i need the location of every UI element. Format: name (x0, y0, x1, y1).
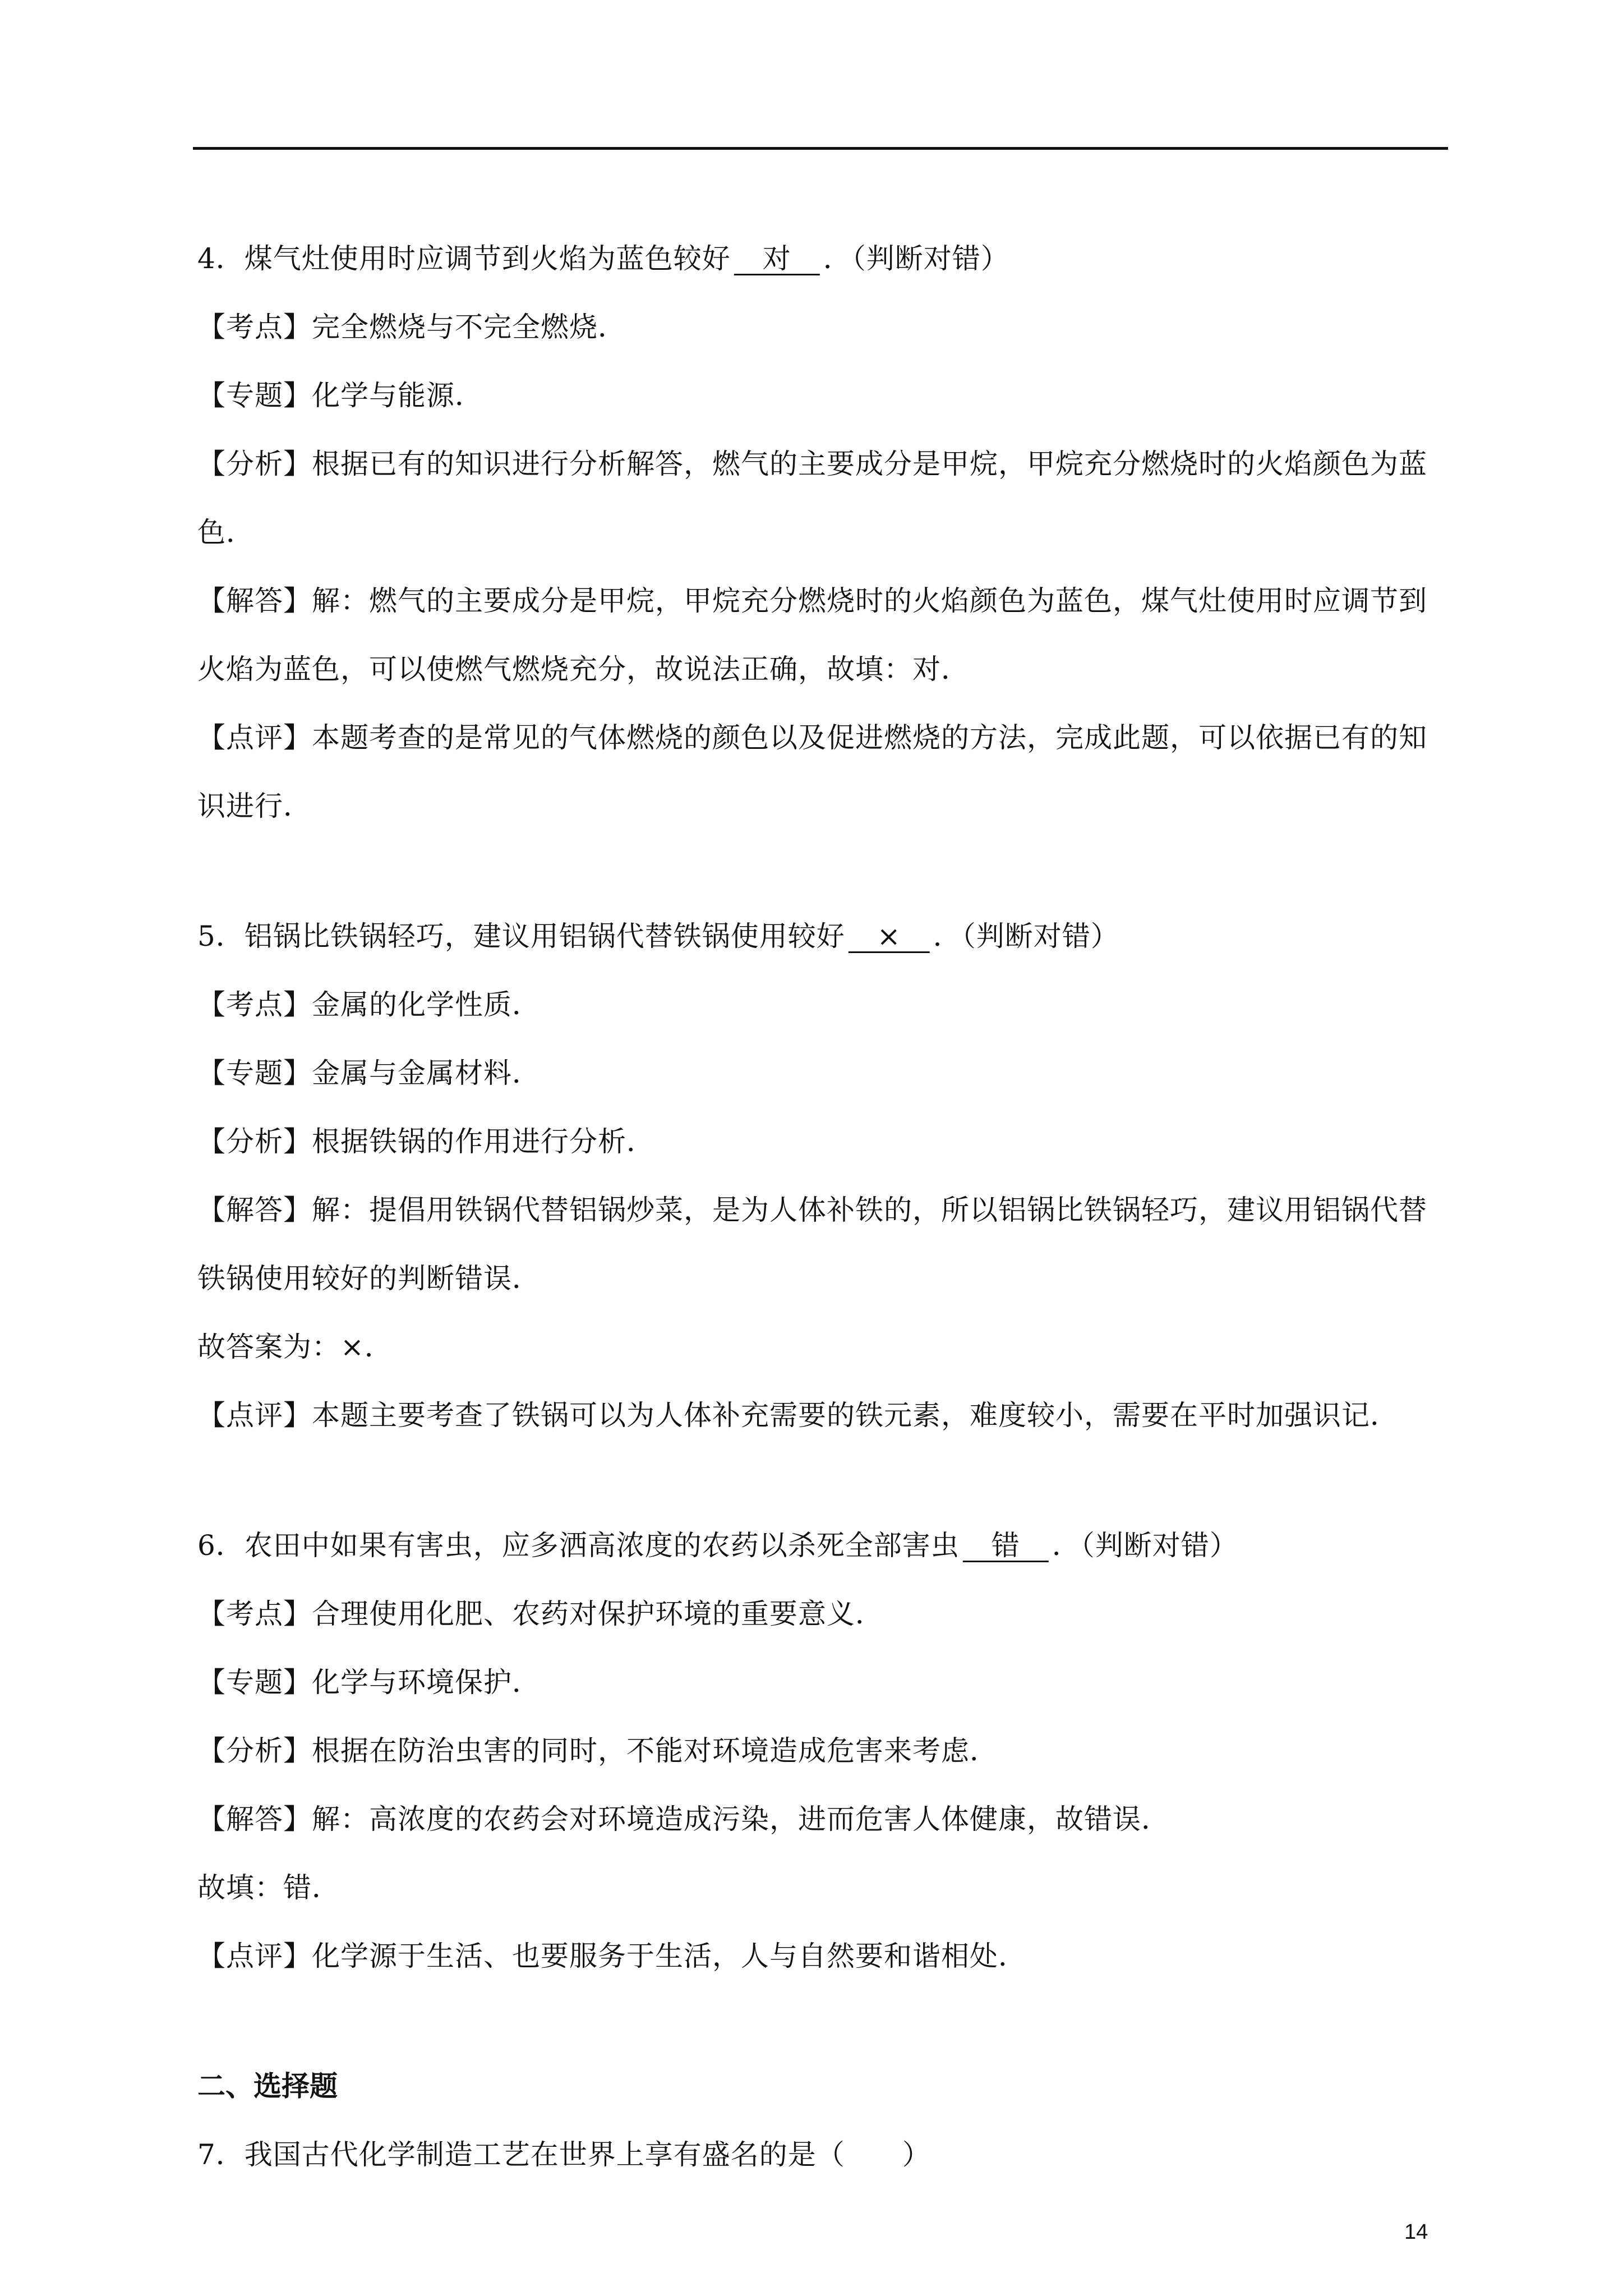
q4-fenxi-line-2: 色． (197, 516, 255, 549)
q6-dianping: 【点评】化学源于生活、也要服务于生活，人与自然要和谐相处． (197, 1940, 1027, 1972)
spacer (197, 1990, 1442, 2052)
q5-answer-line: 故答案为：×． (197, 1331, 393, 1363)
q4-jieda-line-2: 火焰为蓝色，可以使燃气燃烧充分，故说法正确，故填：对． (197, 653, 970, 685)
q6-stem-text: 6．农田中如果有害虫，应多洒高浓度的农药以杀死全部害虫 (197, 1529, 960, 1562)
q4-kaodian: 【考点】完全燃烧与不完全燃烧． (197, 311, 626, 343)
q6-jieda: 【解答】解：高浓度的农药会对环境造成污染，进而危害人体健康，故错误． (197, 1803, 1170, 1835)
q6-answer-blank: 错 (962, 1529, 1049, 1562)
q5-jieda-line-1: 【解答】解：提倡用铁锅代替铝锅炒菜，是为人体补铁的，所以铝锅比铁锅轻巧，建议用铝锅代替 (197, 1194, 1427, 1226)
q6-stem (197, 1511, 1442, 1580)
q4-stem (197, 224, 1442, 293)
spacer (197, 1450, 1442, 1511)
header-rule (193, 147, 1448, 150)
q5-stem (197, 902, 1442, 970)
spacer (197, 840, 1442, 902)
q5-dianping: 【点评】本题主要考查了铁锅可以为人体补充需要的铁元素，难度较小，需要在平时加强识记． (197, 1399, 1399, 1432)
q6-fenxi: 【分析】根据在防治虫害的同时，不能对环境造成危害来考虑． (197, 1734, 998, 1767)
q4-jieda-line-1: 【解答】解：燃气的主要成分是甲烷，甲烷充分燃烧时的火焰颜色为蓝色，煤气灶使用时应调节到 (197, 585, 1427, 617)
q6-kaodian: 【考点】合理使用化肥、农药对保护环境的重要意义． (197, 1598, 884, 1630)
q4-stem-suffix: ．（判断对错） (823, 242, 1009, 275)
q6-answer-line: 故填：错． (197, 1871, 340, 1904)
q5-answer-blank: × (848, 920, 930, 953)
q6-stem-suffix: ．（判断对错） (1052, 1529, 1238, 1562)
page-number: 14 (1404, 2220, 1428, 2244)
document-body (197, 224, 1442, 2189)
q5-stem-suffix: ．（判断对错） (933, 920, 1119, 953)
q4-stem-text: 4．煤气灶使用时应调节到火焰为蓝色较好 (197, 242, 731, 275)
section-title: 二、选择题 (197, 2070, 338, 2102)
q7-stem: 7．我国古代化学制造工艺在世界上享有盛名的是（ ） (197, 2138, 931, 2171)
q4-fenxi-line-1: 【分析】根据已有的知识进行分析解答，燃气的主要成分是甲烷，甲烷充分燃烧时的火焰颜色为蓝 (197, 448, 1427, 480)
q4-answer-blank: 对 (734, 242, 820, 275)
q4-dianping-line-2: 识进行． (197, 790, 312, 822)
q5-fenxi: 【分析】根据铁锅的作用进行分析． (197, 1125, 655, 1158)
q5-jieda-line-2: 铁锅使用较好的判断错误． (197, 1262, 541, 1295)
q4-dianping-line-1: 【点评】本题考查的是常见的气体燃烧的颜色以及促进燃烧的方法，完成此题，可以依据已有的知 (197, 721, 1427, 754)
q4-zhuanti: 【专题】化学与能源． (197, 379, 483, 412)
q5-stem-text: 5．铝锅比铁锅轻巧，建议用铝锅代替铁锅使用较好 (197, 920, 845, 953)
q5-zhuanti: 【专题】金属与金属材料． (197, 1057, 541, 1089)
q5-kaodian: 【考点】金属的化学性质． (197, 988, 541, 1021)
q6-zhuanti: 【专题】化学与环境保护． (197, 1666, 541, 1699)
